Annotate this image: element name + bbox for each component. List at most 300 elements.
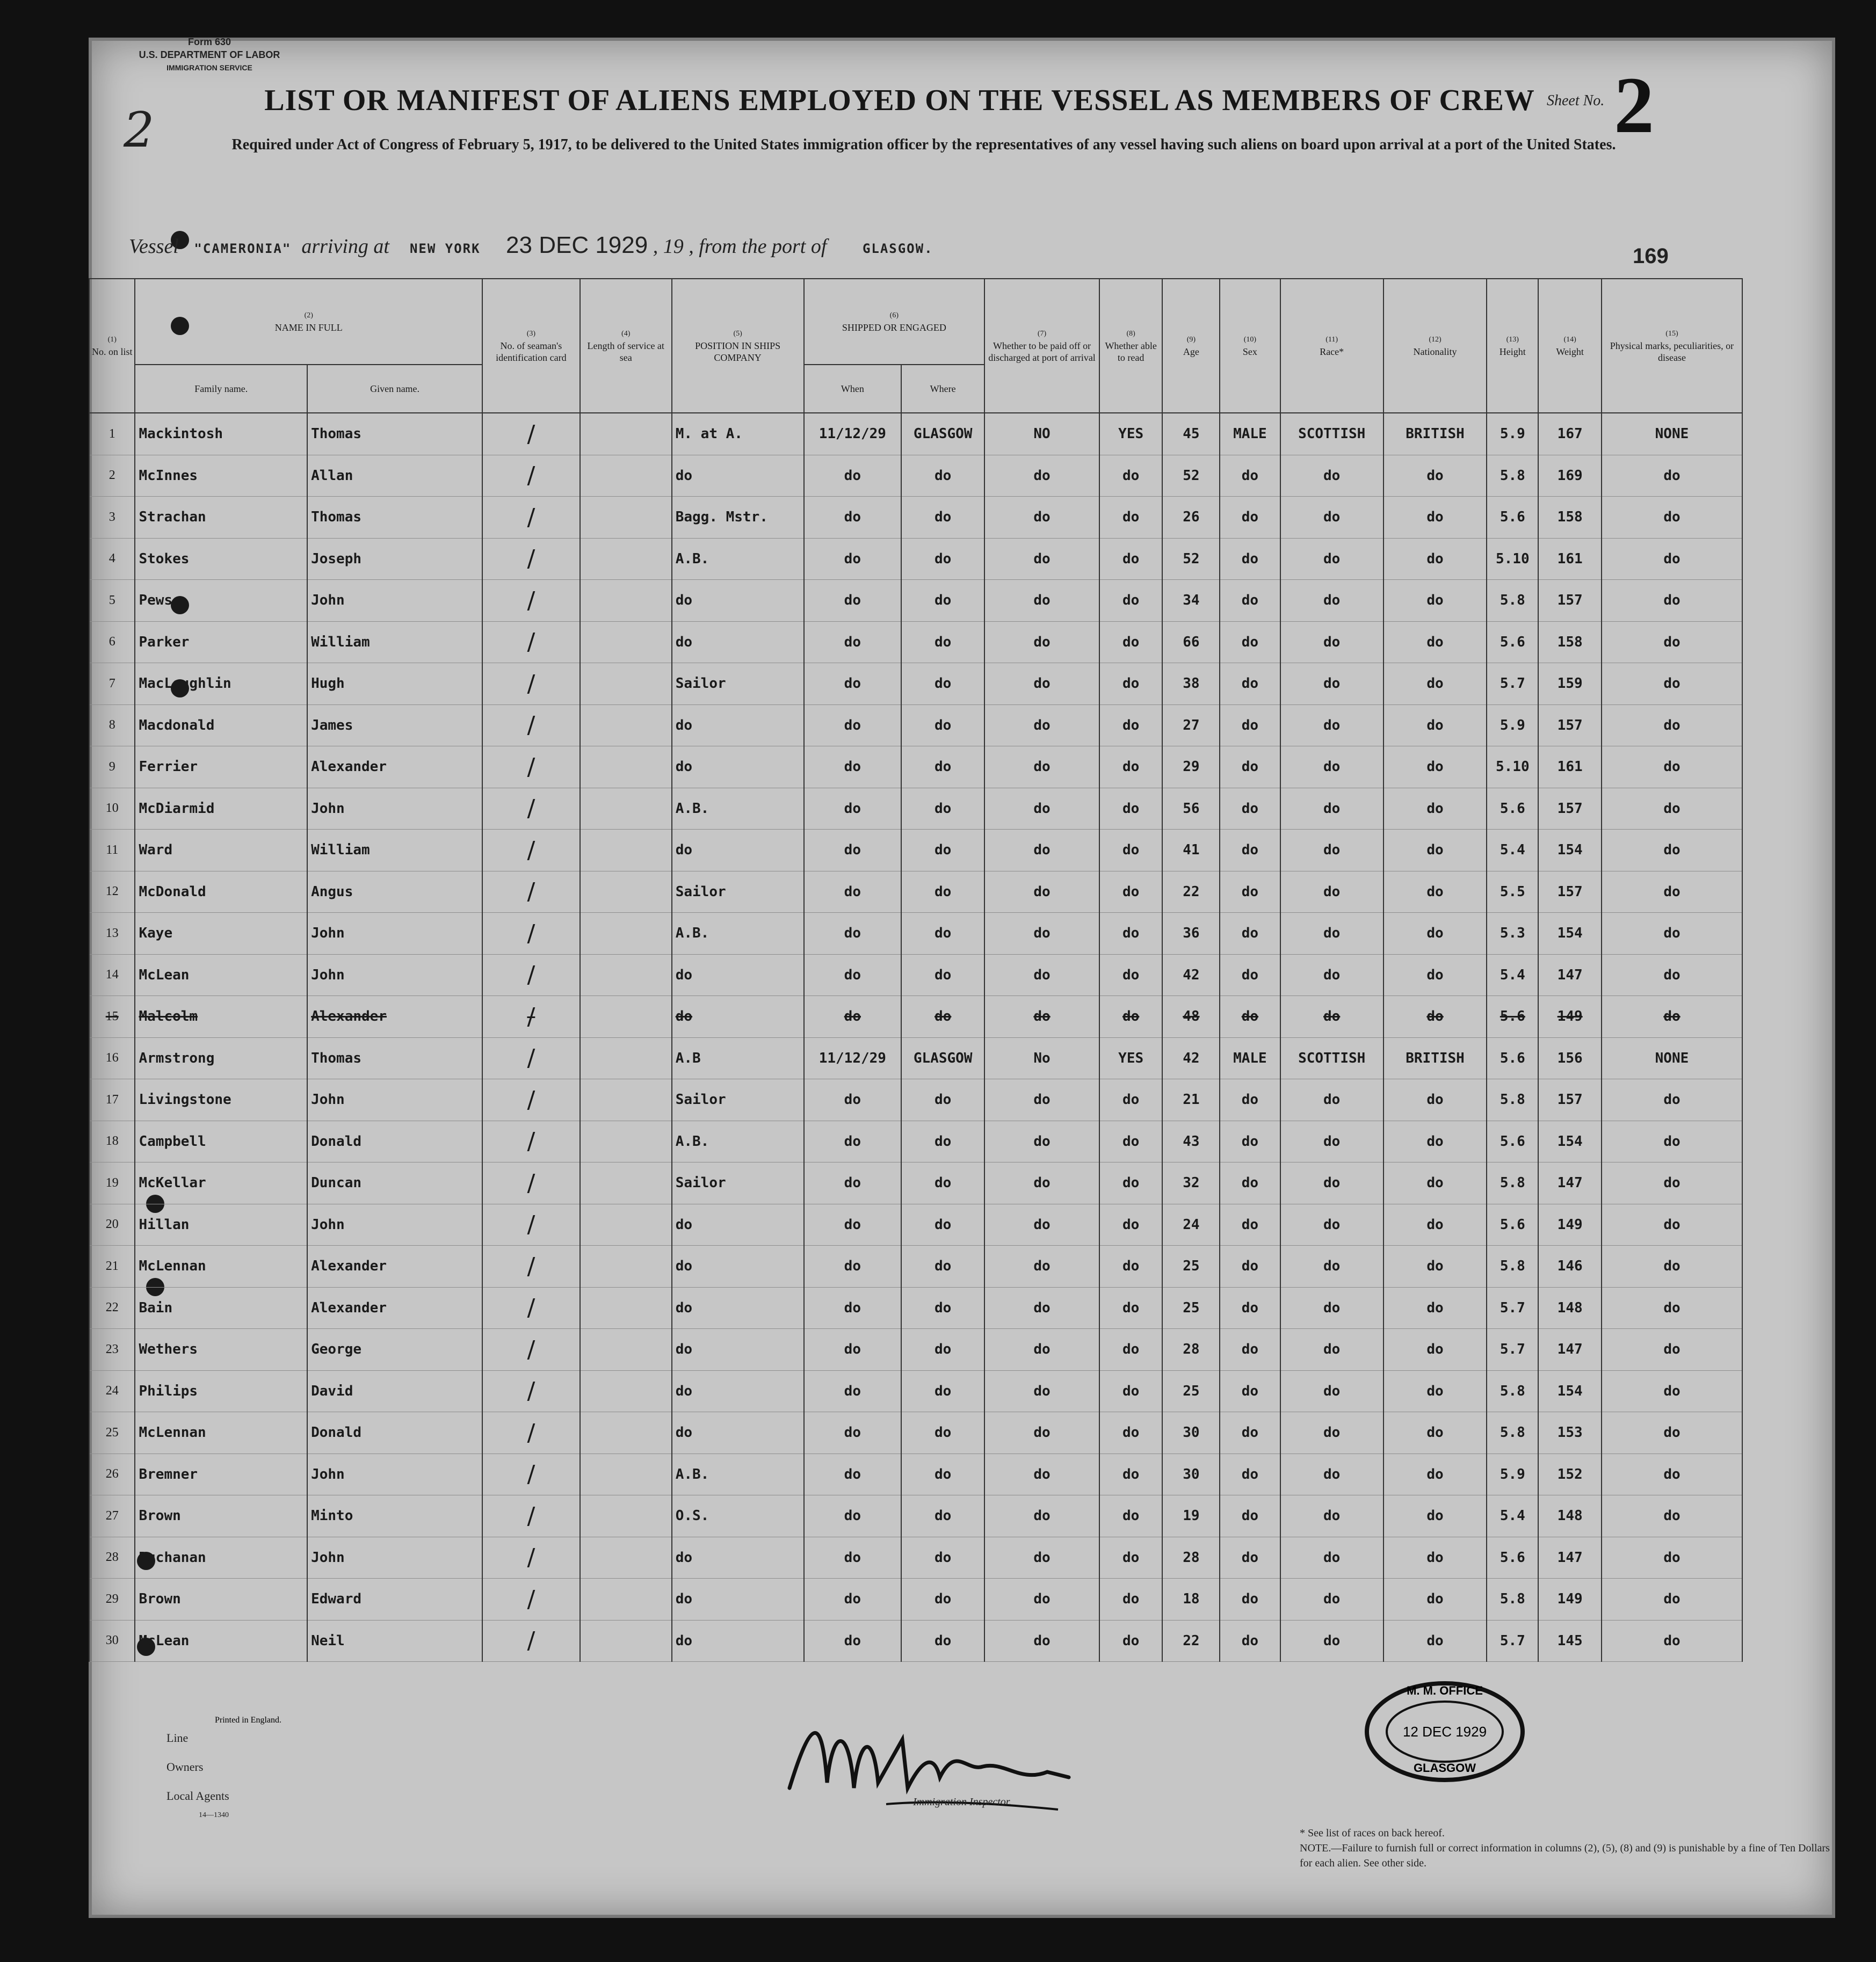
cell-physical-marks: do	[1602, 996, 1742, 1038]
col-header-read: (8) Whether able to read	[1099, 279, 1163, 413]
cell-paid-off: do	[984, 1329, 1099, 1371]
cell-shipped-where: do	[901, 1162, 984, 1204]
cell-able-to-read: do	[1099, 580, 1163, 622]
cell-age: 42	[1162, 954, 1220, 996]
cell-given-name: Hugh	[307, 663, 482, 705]
cell-position: do	[672, 455, 804, 497]
cell-given-name: Joseph	[307, 538, 482, 580]
cell-shipped-when: do	[804, 704, 902, 746]
cell-able-to-read: do	[1099, 1454, 1163, 1495]
cell-position: do	[672, 954, 804, 996]
cell-sex: do	[1220, 1412, 1280, 1454]
cell-family-name: Mackintosh	[135, 413, 307, 455]
cell-id-card-check: /	[482, 1287, 580, 1329]
cell-physical-marks: NONE	[1602, 413, 1742, 455]
col-header-shipped: (6) SHIPPED OR ENGAGED	[804, 279, 985, 365]
cell-nationality: do	[1384, 954, 1487, 996]
cell-id-card-check: /	[482, 1537, 580, 1579]
cell-row-number: 21	[89, 1246, 135, 1288]
cell-service-length	[580, 1162, 672, 1204]
cell-position: A.B.	[672, 913, 804, 955]
cell-age: 32	[1162, 1162, 1220, 1204]
cell-shipped-when: do	[804, 1495, 902, 1537]
col-header-service: (4) Length of service at sea	[580, 279, 672, 413]
cell-nationality: do	[1384, 1329, 1487, 1371]
cell-race: do	[1280, 1287, 1384, 1329]
cell-sex: do	[1220, 580, 1280, 622]
cell-race: do	[1280, 996, 1384, 1038]
cell-shipped-when: do	[804, 954, 902, 996]
cell-physical-marks: do	[1602, 1162, 1742, 1204]
page-count: 169	[1633, 244, 1669, 268]
cell-able-to-read: do	[1099, 1495, 1163, 1537]
cell-race: do	[1280, 1370, 1384, 1412]
cell-shipped-where: GLASGOW	[901, 413, 984, 455]
cell-paid-off: do	[984, 1537, 1099, 1579]
cell-sex: do	[1220, 1620, 1280, 1662]
cell-row-number: 4	[89, 538, 135, 580]
cell-shipped-when: do	[804, 1412, 902, 1454]
cell-service-length	[580, 1079, 672, 1121]
form-identifier	[124, 35, 295, 74]
cell-id-card-check: /	[482, 413, 580, 455]
cell-sex: do	[1220, 1246, 1280, 1288]
cell-given-name: James	[307, 704, 482, 746]
cell-height: 5.10	[1487, 538, 1538, 580]
cell-paid-off: do	[984, 1620, 1099, 1662]
cell-shipped-where: do	[901, 1495, 984, 1537]
cell-paid-off: do	[984, 497, 1099, 539]
cell-id-card-check: /	[482, 1037, 580, 1079]
cell-position: do	[672, 1329, 804, 1371]
cell-row-number: 13	[89, 913, 135, 955]
line-label: Line	[166, 1731, 189, 1745]
owners-label: Owners	[166, 1760, 204, 1774]
cell-paid-off: No	[984, 1037, 1099, 1079]
cell-id-card-check: /	[482, 1370, 580, 1412]
cell-shipped-where: do	[901, 1287, 984, 1329]
cell-race: do	[1280, 1121, 1384, 1162]
cell-position: Sailor	[672, 663, 804, 705]
cell-paid-off: do	[984, 1246, 1099, 1288]
cell-weight: 147	[1538, 1537, 1602, 1579]
cell-service-length	[580, 497, 672, 539]
cell-given-name: Duncan	[307, 1162, 482, 1204]
cell-physical-marks: do	[1602, 663, 1742, 705]
cell-given-name: John	[307, 1454, 482, 1495]
cell-able-to-read: do	[1099, 704, 1163, 746]
cell-race: do	[1280, 1454, 1384, 1495]
cell-paid-off: do	[984, 1370, 1099, 1412]
cell-able-to-read: do	[1099, 497, 1163, 539]
cell-race: SCOTTISH	[1280, 1037, 1384, 1079]
cell-row-number: 1	[89, 413, 135, 455]
cell-paid-off: do	[984, 704, 1099, 746]
cell-height: 5.8	[1487, 1579, 1538, 1621]
cell-race: do	[1280, 1162, 1384, 1204]
cell-shipped-where: do	[901, 1329, 984, 1371]
cell-given-name: Edward	[307, 1579, 482, 1621]
cell-family-name: Ward	[135, 830, 307, 871]
cell-service-length	[580, 1412, 672, 1454]
cell-sex: do	[1220, 830, 1280, 871]
cell-position: do	[672, 704, 804, 746]
cell-able-to-read: do	[1099, 663, 1163, 705]
cell-shipped-when: do	[804, 1620, 902, 1662]
cell-position: do	[672, 621, 804, 663]
cell-service-length	[580, 455, 672, 497]
cell-sex: do	[1220, 1579, 1280, 1621]
cell-row-number: 5	[89, 580, 135, 622]
cell-race: do	[1280, 1079, 1384, 1121]
cell-shipped-where: do	[901, 621, 984, 663]
cell-family-name: Stokes	[135, 538, 307, 580]
cell-age: 24	[1162, 1204, 1220, 1246]
cell-sex: do	[1220, 455, 1280, 497]
vessel-name: "CAMERONIA"	[194, 241, 292, 256]
cell-weight: 147	[1538, 1162, 1602, 1204]
cell-service-length	[580, 538, 672, 580]
cell-shipped-where: do	[901, 996, 984, 1038]
cell-age: 43	[1162, 1121, 1220, 1162]
stamp-top-text: M. M. OFFICE	[1407, 1684, 1483, 1697]
cell-able-to-read: do	[1099, 455, 1163, 497]
cell-race: SCOTTISH	[1280, 413, 1384, 455]
cell-nationality: do	[1384, 1079, 1487, 1121]
cell-shipped-where: do	[901, 663, 984, 705]
cell-weight: 158	[1538, 497, 1602, 539]
cell-age: 25	[1162, 1246, 1220, 1288]
from-port-label: , from the port of	[689, 235, 827, 258]
cell-row-number: 3	[89, 497, 135, 539]
cell-shipped-where: do	[901, 1412, 984, 1454]
cell-shipped-when: do	[804, 1454, 902, 1495]
cell-able-to-read: do	[1099, 954, 1163, 996]
cell-weight: 154	[1538, 830, 1602, 871]
cell-age: 30	[1162, 1454, 1220, 1495]
col-header-family-name: Family name.	[135, 365, 307, 413]
cell-shipped-when: do	[804, 1579, 902, 1621]
cell-service-length	[580, 913, 672, 955]
cell-able-to-read: do	[1099, 1121, 1163, 1162]
cell-position: Bagg. Mstr.	[672, 497, 804, 539]
col-header-sex: (10) Sex	[1220, 279, 1280, 413]
col-header-weight: (14) Weight	[1538, 279, 1602, 413]
cell-age: 19	[1162, 1495, 1220, 1537]
cell-position: Sailor	[672, 871, 804, 913]
arriving-label: arriving at	[301, 235, 389, 258]
cell-family-name: McLennan	[135, 1412, 307, 1454]
cell-age: 28	[1162, 1329, 1220, 1371]
cell-id-card-check: /	[482, 746, 580, 788]
form-code: 14—1340	[199, 1811, 229, 1819]
cell-sex: do	[1220, 1287, 1280, 1329]
cell-family-name: McDiarmid	[135, 788, 307, 830]
stamp-date: 12 DEC 1929	[1402, 1724, 1487, 1740]
cell-sex: do	[1220, 788, 1280, 830]
cell-physical-marks: do	[1602, 1204, 1742, 1246]
cell-id-card-check: /	[482, 1579, 580, 1621]
cell-height: 5.6	[1487, 788, 1538, 830]
table-row	[89, 871, 1742, 913]
col-header-race: (11) Race*	[1280, 279, 1384, 413]
cell-weight: 149	[1538, 1579, 1602, 1621]
cell-sex: do	[1220, 913, 1280, 955]
cell-id-card-check: /	[482, 1121, 580, 1162]
cell-given-name: William	[307, 830, 482, 871]
cell-age: 18	[1162, 1579, 1220, 1621]
cell-given-name: Allan	[307, 455, 482, 497]
col-header-nationality: (12) Nationality	[1384, 279, 1487, 413]
cell-family-name: Campbell	[135, 1121, 307, 1162]
cell-weight: 152	[1538, 1454, 1602, 1495]
table-row	[89, 1537, 1742, 1579]
cell-age: 48	[1162, 996, 1220, 1038]
cell-shipped-when: do	[804, 455, 902, 497]
cell-row-number: 17	[89, 1079, 135, 1121]
cell-shipped-where: do	[901, 913, 984, 955]
col-header-when: When	[804, 365, 902, 413]
cell-physical-marks: do	[1602, 455, 1742, 497]
cell-nationality: do	[1384, 1370, 1487, 1412]
cell-age: 25	[1162, 1287, 1220, 1329]
cell-nationality: do	[1384, 580, 1487, 622]
cell-id-card-check: /	[482, 830, 580, 871]
cell-height: 5.10	[1487, 746, 1538, 788]
cell-row-number: 24	[89, 1370, 135, 1412]
cell-nationality: do	[1384, 704, 1487, 746]
cell-id-card-check: /	[482, 788, 580, 830]
table-row	[89, 996, 1742, 1038]
cell-physical-marks: do	[1602, 1370, 1742, 1412]
cell-weight: 145	[1538, 1620, 1602, 1662]
cell-paid-off: do	[984, 1079, 1099, 1121]
cell-position: do	[672, 1537, 804, 1579]
cell-nationality: do	[1384, 746, 1487, 788]
cell-able-to-read: do	[1099, 621, 1163, 663]
cell-row-number: 27	[89, 1495, 135, 1537]
cell-weight: 157	[1538, 580, 1602, 622]
table-row	[89, 913, 1742, 955]
cell-height: 5.8	[1487, 580, 1538, 622]
cell-row-number: 28	[89, 1537, 135, 1579]
cell-service-length	[580, 954, 672, 996]
cell-height: 5.6	[1487, 996, 1538, 1038]
cell-service-length	[580, 996, 672, 1038]
cell-able-to-read: YES	[1099, 413, 1163, 455]
cell-id-card-check: /	[482, 871, 580, 913]
cell-service-length	[580, 413, 672, 455]
cell-shipped-where: GLASGOW	[901, 1037, 984, 1079]
cell-family-name: Brown	[135, 1495, 307, 1537]
cell-paid-off: do	[984, 1579, 1099, 1621]
cell-nationality: do	[1384, 1620, 1487, 1662]
cell-shipped-when: 11/12/29	[804, 1037, 902, 1079]
cell-weight: 159	[1538, 663, 1602, 705]
cell-family-name: McKellar	[135, 1162, 307, 1204]
cell-shipped-when: do	[804, 1162, 902, 1204]
cell-shipped-where: do	[901, 1620, 984, 1662]
cell-shipped-when: do	[804, 580, 902, 622]
cell-position: do	[672, 1370, 804, 1412]
cell-family-name: Malcolm	[135, 996, 307, 1038]
cell-height: 5.6	[1487, 1204, 1538, 1246]
cell-shipped-when: do	[804, 663, 902, 705]
cell-position: do	[672, 1246, 804, 1288]
cell-weight: 149	[1538, 996, 1602, 1038]
cell-given-name: John	[307, 1079, 482, 1121]
cell-shipped-where: do	[901, 580, 984, 622]
cell-physical-marks: do	[1602, 1079, 1742, 1121]
cell-row-number: 7	[89, 663, 135, 705]
cell-physical-marks: do	[1602, 1620, 1742, 1662]
cell-age: 52	[1162, 455, 1220, 497]
cell-nationality: do	[1384, 1537, 1487, 1579]
cell-height: 5.7	[1487, 1287, 1538, 1329]
cell-paid-off: do	[984, 746, 1099, 788]
table-row	[89, 1162, 1742, 1204]
cell-sex: MALE	[1220, 1037, 1280, 1079]
cell-nationality: do	[1384, 621, 1487, 663]
cell-age: 27	[1162, 704, 1220, 746]
cell-service-length	[580, 1037, 672, 1079]
cell-race: do	[1280, 913, 1384, 955]
cell-race: do	[1280, 1537, 1384, 1579]
cell-paid-off: do	[984, 1121, 1099, 1162]
cell-weight: 157	[1538, 704, 1602, 746]
cell-shipped-when: do	[804, 1121, 902, 1162]
cell-height: 5.4	[1487, 1495, 1538, 1537]
cell-nationality: do	[1384, 913, 1487, 955]
crew-manifest-table	[89, 278, 1743, 1662]
table-row	[89, 1287, 1742, 1329]
cell-id-card-check: /	[482, 538, 580, 580]
cell-height: 5.9	[1487, 1454, 1538, 1495]
cell-height: 5.8	[1487, 1370, 1538, 1412]
table-row	[89, 1495, 1742, 1537]
cell-physical-marks: NONE	[1602, 1037, 1742, 1079]
cell-nationality: do	[1384, 1579, 1487, 1621]
cell-given-name: John	[307, 1204, 482, 1246]
cell-race: do	[1280, 788, 1384, 830]
cell-age: 26	[1162, 497, 1220, 539]
cell-nationality: do	[1384, 497, 1487, 539]
vessel-label: Vessel	[129, 235, 179, 258]
cell-id-card-check: /	[482, 580, 580, 622]
cell-row-number: 14	[89, 954, 135, 996]
cell-given-name: Donald	[307, 1121, 482, 1162]
cell-service-length	[580, 1454, 672, 1495]
cell-weight: 158	[1538, 621, 1602, 663]
cell-family-name: Parker	[135, 621, 307, 663]
arrival-port: NEW YORK	[409, 241, 481, 256]
cell-nationality: do	[1384, 1287, 1487, 1329]
cell-row-number: 29	[89, 1579, 135, 1621]
cell-sex: do	[1220, 954, 1280, 996]
cell-physical-marks: do	[1602, 1246, 1742, 1288]
cell-race: do	[1280, 663, 1384, 705]
departure-port: GLASGOW.	[862, 241, 933, 256]
cell-sex: do	[1220, 1370, 1280, 1412]
cell-row-number: 26	[89, 1454, 135, 1495]
office-stamp	[1364, 1681, 1525, 1783]
cell-race: do	[1280, 538, 1384, 580]
cell-shipped-where: do	[901, 1204, 984, 1246]
cell-age: 21	[1162, 1079, 1220, 1121]
col-header-age: (9) Age	[1162, 279, 1220, 413]
cell-shipped-where: do	[901, 497, 984, 539]
cell-paid-off: do	[984, 1412, 1099, 1454]
cell-given-name: Thomas	[307, 1037, 482, 1079]
table-row	[89, 830, 1742, 871]
cell-age: 56	[1162, 788, 1220, 830]
cell-position: do	[672, 1579, 804, 1621]
cell-service-length	[580, 746, 672, 788]
cell-service-length	[580, 621, 672, 663]
cell-paid-off: do	[984, 954, 1099, 996]
cell-row-number: 30	[89, 1620, 135, 1662]
cell-shipped-when: do	[804, 746, 902, 788]
cell-weight: 161	[1538, 746, 1602, 788]
cell-sex: do	[1220, 538, 1280, 580]
cell-height: 5.7	[1487, 1329, 1538, 1371]
cell-able-to-read: do	[1099, 830, 1163, 871]
cell-id-card-check: /	[482, 1620, 580, 1662]
cell-able-to-read: do	[1099, 538, 1163, 580]
table-row	[89, 1412, 1742, 1454]
races-note: * See list of races on back hereof.	[1300, 1827, 1445, 1839]
cell-family-name: McInnes	[135, 455, 307, 497]
table-row	[89, 580, 1742, 622]
table-row	[89, 538, 1742, 580]
cell-able-to-read: do	[1099, 1412, 1163, 1454]
cell-given-name: Angus	[307, 871, 482, 913]
cell-paid-off: do	[984, 455, 1099, 497]
cell-physical-marks: do	[1602, 497, 1742, 539]
cell-age: 22	[1162, 871, 1220, 913]
cell-family-name: MacLoughlin	[135, 663, 307, 705]
cell-age: 22	[1162, 1620, 1220, 1662]
cell-family-name: Pews	[135, 580, 307, 622]
cell-id-card-check: /	[482, 1495, 580, 1537]
cell-nationality: do	[1384, 455, 1487, 497]
cell-shipped-when: do	[804, 1370, 902, 1412]
cell-shipped-when: do	[804, 830, 902, 871]
cell-family-name: McLean	[135, 954, 307, 996]
cell-able-to-read: do	[1099, 1370, 1163, 1412]
cell-sex: do	[1220, 1454, 1280, 1495]
cell-age: 25	[1162, 1370, 1220, 1412]
cell-weight: 147	[1538, 954, 1602, 996]
table-row	[89, 954, 1742, 996]
stamp-bottom-text: GLASGOW	[1413, 1761, 1476, 1775]
manifest-rows	[89, 413, 1742, 1662]
cell-nationality: do	[1384, 1246, 1487, 1288]
cell-age: 28	[1162, 1537, 1220, 1579]
cell-weight: 157	[1538, 788, 1602, 830]
cell-paid-off: do	[984, 1495, 1099, 1537]
cell-sex: do	[1220, 663, 1280, 705]
cell-shipped-when: do	[804, 1204, 902, 1246]
table-row	[89, 704, 1742, 746]
cell-given-name: Thomas	[307, 497, 482, 539]
cell-nationality: do	[1384, 1412, 1487, 1454]
cell-row-number: 6	[89, 621, 135, 663]
cell-able-to-read: do	[1099, 1329, 1163, 1371]
cell-race: do	[1280, 497, 1384, 539]
cell-family-name: Ferrier	[135, 746, 307, 788]
cell-position: A.B.	[672, 538, 804, 580]
